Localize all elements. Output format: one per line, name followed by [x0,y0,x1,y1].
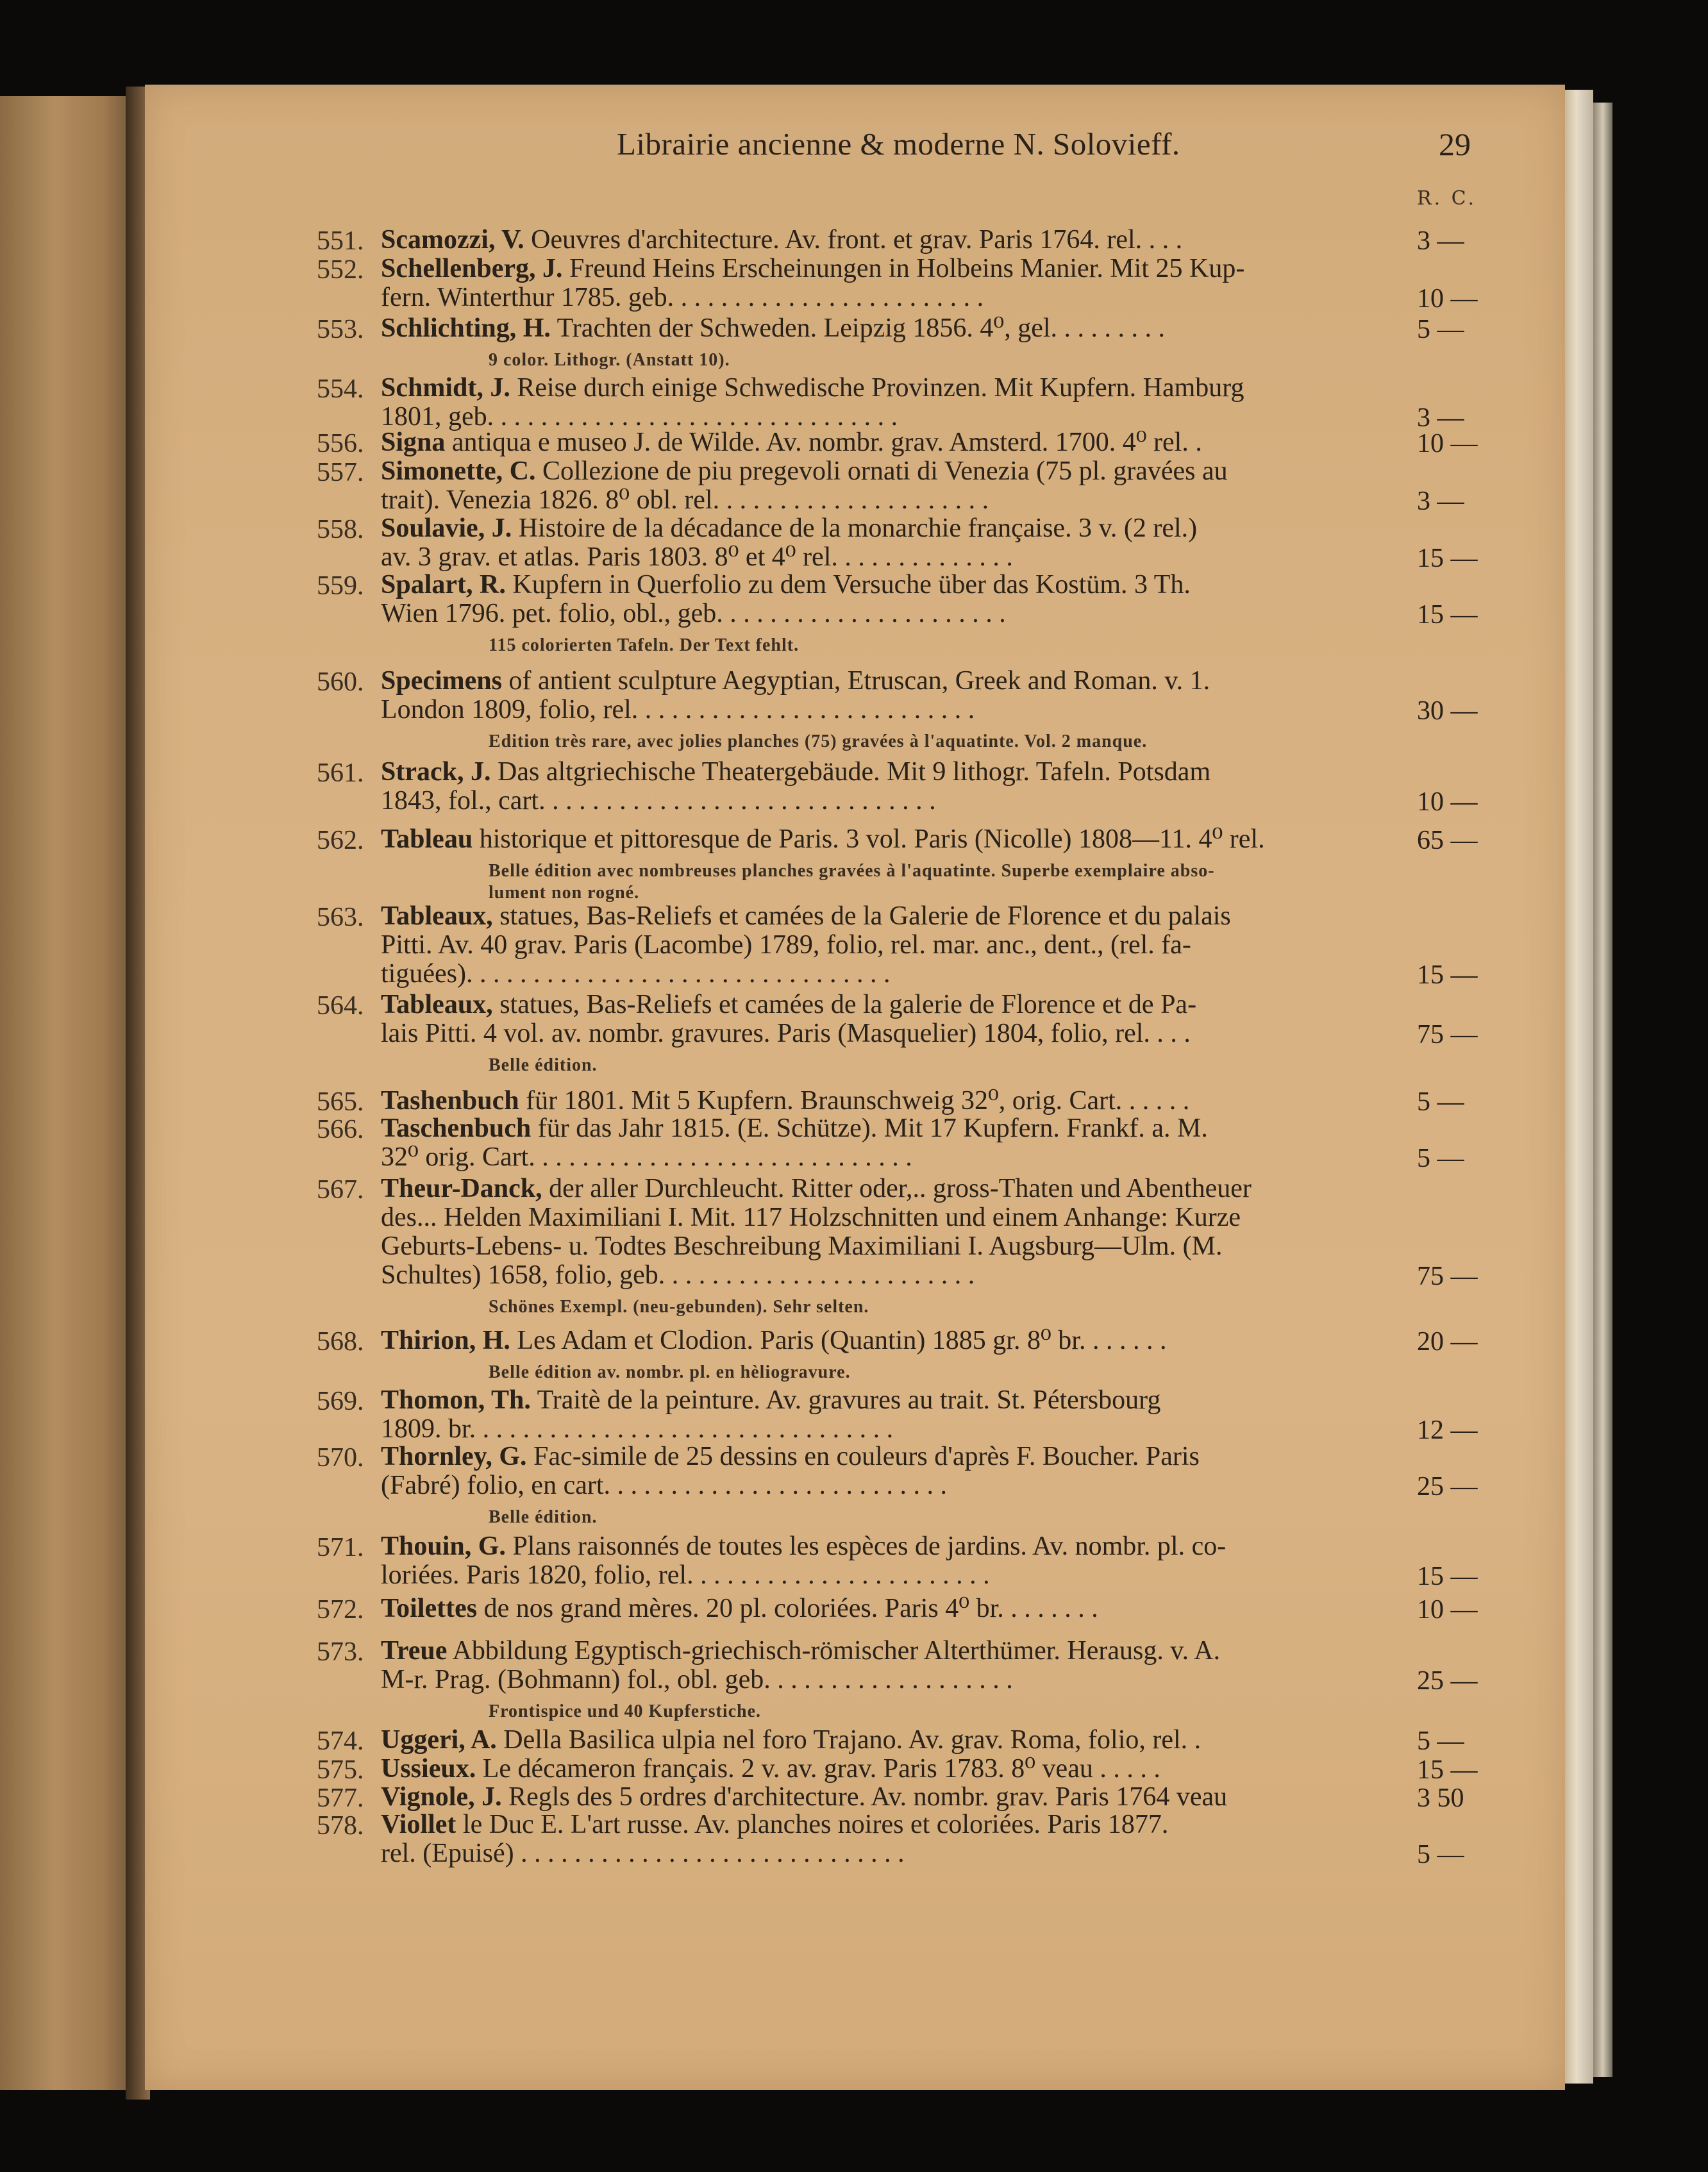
entry-number: 578. [317,1811,364,1841]
entry-number: 560. [317,667,364,697]
entry-note: Frontispice und 40 Kupferstiche. [489,1701,762,1721]
entry-text-line [381,667,1398,696]
entry-price: 20 — [1417,1327,1478,1357]
entry-number: 568. [317,1327,364,1357]
entry-author: Theur-Danck, [381,1174,542,1203]
entry-description: M-r. Prag. (Bohmann) fol., obl. geb. . . . . . . . . . . . . . . . . . . [381,1666,1013,1694]
entry-text-line [381,374,1398,403]
entry-description: Oeuvres d'architecture. Av. front. et grav. Paris 1764. rel. . . . [524,226,1183,255]
entry-number: 554. [317,374,364,404]
entry-price: 5 — [1417,1726,1464,1756]
entry-price: 3 — [1417,226,1464,256]
entry-text-line [381,1471,1398,1500]
entry-description: Trachten der Schweden. Leipzig 1856. 4⁰, gel. . . . . . . . . [550,314,1166,343]
entry-text-line [381,960,1398,989]
entry-description: 32⁰ orig. Cart. . . . . . . . . . . . . . . . . . . . . . . . . . . . . [381,1143,912,1172]
entry-author: Signa [381,428,446,457]
entry-number: 559. [317,571,364,601]
entry-text-line [381,787,1398,815]
entry-text-line [381,990,1398,1019]
entry-number: 564. [317,991,364,1021]
entry-author: Soulavie, J. [381,514,512,543]
entry-price: 3 — [1417,487,1464,516]
entry-description: statues, Bas-Reliefs et camées de la Galerie de Florence et du palais [492,902,1231,931]
entry-author: Thouin, G. [381,1532,506,1561]
entry-text-line [381,1637,1398,1666]
entry-number: 567. [317,1175,364,1205]
entry-price: 15 — [1417,1755,1478,1785]
entry-note: 9 color. Lithogr. (Anstatt 10). [489,350,730,370]
entry-number: 570. [317,1443,364,1473]
entry-author: Toilettes [381,1594,478,1623]
page-number: 29 [1439,126,1471,162]
entry-author: Thirion, H. [381,1326,510,1355]
entry-description: Reise durch einige Schwedische Provinzen. Mit Kupfern. Hamburg [510,374,1244,403]
entry-text-line [381,543,1398,572]
entry-description: Abbildung Egyptisch-griechisch-römischer Alterthümer. Herausg. v. A. [447,1637,1221,1666]
entry-author: Strack, J. [381,758,491,787]
entry-number: 569. [317,1387,364,1416]
entry-text-line [381,1087,1398,1115]
entry-description: statues, Bas-Reliefs et camées de la galerie de Florence et de Pa- [492,990,1197,1019]
entry-text-line [381,571,1398,599]
entry-description: of antient sculpture Aegyptian, Etruscan, Greek and Roman. v. 1. [502,667,1210,696]
entry-description: rel. (Epuisé) . . . . . . . . . . . . . . . . . . . . . . . . . . . . . [381,1839,905,1868]
entry-description: Wien 1796. pet. folio, obl., geb. . . . . . . . . . . . . . . . . . . . . . [381,599,1006,628]
entry-text-line [381,255,1398,283]
entry-author: Simonette, C. [381,457,536,486]
entry-author: Specimens [381,667,502,696]
entry-description: antiqua e museo J. de Wilde. Av. nombr. grav. Amsterd. 1700. 4⁰ rel. . [445,428,1202,457]
entry-note: Edition très rare, avec jolies planches (75) gravées à l'aquatinte. Vol. 2 manque. [489,731,1148,751]
entry-text-line [381,486,1398,515]
entry-author: Spalart, R. [381,571,506,599]
entry-author: Vignole, J. [381,1783,502,1812]
entry-note: Belle édition. [489,1507,598,1527]
entry-number: 565. [317,1087,364,1117]
entry-description: le Duc E. L'art russe. Av. planches noires et coloriées. Paris 1877. [456,1810,1169,1839]
entry-number: 577. [317,1784,364,1813]
entry-text-line [381,1326,1398,1355]
entry-description: Della Basilica ulpia nel foro Trajano. Av. grav. Roma, folio, rel. . [496,1726,1201,1755]
entry-description: lais Pitti. 4 vol. av. nombr. gravures. Paris (Masquelier) 1804, folio, rel. . . . [381,1019,1191,1048]
entry-description: historique et pittoresque de Paris. 3 vol. Paris (Nicolle) 1808—11. 4⁰ rel. [473,825,1265,854]
entry-text-line [381,1783,1398,1812]
entry-number: 558. [317,515,364,544]
entry-text-line [381,314,1398,343]
entry-text-line [381,696,1398,724]
entry-price: 15 — [1417,1562,1478,1591]
entry-description: Fac-simile de 25 dessins en couleurs d'après F. Boucher. Paris [526,1442,1200,1471]
running-title: Librairie ancienne & moderne N. Solovieff. [617,126,1180,162]
entry-author: Scamozzi, V. [381,226,524,255]
entry-text-line [381,514,1398,543]
entry-note: Belle édition. [489,1055,598,1075]
entry-number: 556. [317,429,364,458]
entry-text-line [381,1442,1398,1471]
entry-description: trait). Venezia 1826. 8⁰ obl. rel. . . . . . . . . . . . . . . . . . . . . [381,486,989,515]
entry-number: 563. [317,903,364,932]
entry-number: 551. [317,226,364,256]
entry-text-line [381,1261,1398,1290]
entry-text-line [381,1019,1398,1048]
entry-price: 10 — [1417,284,1478,313]
entry-number: 562. [317,826,364,855]
entry-text-line [381,457,1398,486]
entry-text-line [381,902,1398,931]
entry-description: Le décameron français. 2 v. av. grav. Paris 1783. 8⁰ veau . . . . . [476,1755,1160,1784]
entry-text-line [381,1755,1398,1784]
entry-text-line [381,1810,1398,1839]
entry-price: 75 — [1417,1262,1478,1291]
entry-number: 573. [317,1637,364,1667]
entry-number: 552. [317,255,364,285]
entry-text-line [381,1386,1398,1415]
entry-note: Belle édition av. nombr. pl. en hèliogravure. [489,1362,851,1382]
entry-description: Schultes) 1658, folio, geb. . . . . . . . . . . . . . . . . . . . . . . . [381,1261,975,1290]
entry-description: Les Adam et Clodion. Paris (Quantin) 1885 gr. 8⁰ br. . . . . . . [510,1326,1167,1355]
entry-description: für 1801. Mit 5 Kupfern. Braunschweig 32⁰, orig. Cart. . . . . . [519,1087,1190,1115]
entry-number: 561. [317,758,364,788]
entry-description: Histoire de la décadance de la monarchie française. 3 v. (2 rel.) [512,514,1198,543]
entry-price: 3 — [1417,403,1464,433]
price-column-heading: R. C. [1417,187,1477,210]
entry-description: 1809. br. . . . . . . . . . . . . . . . . . . . . . . . . . . . . . . . [381,1415,894,1444]
entry-price: 10 — [1417,787,1478,817]
entry-text-line [381,1203,1398,1232]
entry-price: 15 — [1417,960,1478,990]
entry-author: Tableaux, [381,990,493,1019]
entry-description: Regls des 5 ordres d'architecture. Av. nombr. grav. Paris 1764 veau [501,1783,1228,1812]
entry-note: Schönes Exempl. (neu-gebunden). Sehr selten. [489,1297,869,1317]
entry-text-line [381,1232,1398,1261]
entry-author: Schlichting, H. [381,314,551,343]
entry-author: Taschenbuch [381,1114,532,1143]
entry-text-line [381,428,1398,457]
entry-text-line [381,1726,1398,1755]
entry-description: av. 3 grav. et atlas. Paris 1803. 8⁰ et 4⁰ rel. . . . . . . . . . . . . . [381,543,1013,572]
entry-price: 5 — [1417,1840,1464,1869]
entry-note: 115 colorierten Tafeln. Der Text fehlt. [489,635,800,655]
entry-text-line [381,1143,1398,1172]
entry-number: 575. [317,1755,364,1785]
entry-description: Geburts-Lebens- u. Todtes Beschreibung Maximiliani I. Augsburg—Ulm. (M. [381,1232,1223,1261]
entry-author: Uggeri, A. [381,1726,497,1755]
entry-price: 75 — [1417,1020,1478,1049]
entry-description: des... Helden Maximiliani I. Mit. 117 Holzschnitten und einem Anhange: Kurze [381,1203,1241,1232]
left-page-edge [0,96,138,2090]
entry-author: Schellenberg, J. [381,255,563,283]
entry-price: 15 — [1417,600,1478,630]
entry-text-line [381,1666,1398,1694]
entry-price: 5 — [1417,1144,1464,1173]
entry-author: Viollet [381,1810,456,1839]
entry-text-line [381,1174,1398,1203]
entry-text-line [381,1114,1398,1143]
entry-number: 553. [317,315,364,344]
entry-price: 12 — [1417,1416,1478,1445]
entry-description: fern. Winterthur 1785. geb. . . . . . . . . . . . . . . . . . . . . . . . [381,283,984,312]
entry-price: 5 — [1417,1087,1464,1117]
entry-price: 15 — [1417,544,1478,573]
page-stack-edge-outer [1593,103,1612,2077]
entry-author: Tashenbuch [381,1087,519,1115]
entry-description: de nos grand mères. 20 pl. coloriées. Paris 4⁰ br. . . . . . . . [477,1594,1098,1623]
entry-text-line [381,931,1398,960]
entry-description: Plans raisonnés de toutes les espèces de jardins. Av. nombr. pl. co- [505,1532,1227,1561]
entry-text-line [381,1594,1398,1623]
entry-price: 3 50 [1417,1784,1464,1813]
entry-number: 571. [317,1533,364,1562]
entry-author: Tableaux, [381,902,493,931]
entry-price: 10 — [1417,1595,1478,1625]
entry-price: 25 — [1417,1666,1478,1696]
entry-description: loriées. Paris 1820, folio, rel. . . . . . . . . . . . . . . . . . . . . . . [381,1561,990,1590]
entry-author: Treue [381,1637,448,1666]
entry-text-line [381,226,1398,255]
entry-author: Thornley, G. [381,1442,527,1471]
entry-description: (Fabré) folio, en cart. . . . . . . . . . . . . . . . . . . . . . . . . . [381,1471,948,1500]
entry-price: 5 — [1417,315,1464,344]
entry-number: 557. [317,458,364,487]
entry-description: Freund Heins Erscheinungen in Holbeins Manier. Mit 25 Kup- [562,255,1245,283]
entry-description: tiguées). . . . . . . . . . . . . . . . . . . . . . . . . . . . . . . . [381,960,891,989]
entry-text-line [381,283,1398,312]
entry-author: Schmidt, J. [381,374,510,403]
entry-text-line [381,825,1398,854]
entry-text-line [381,599,1398,628]
entry-description: der aller Durchleucht. Ritter oder,.. gross-Thaten und Abentheuer [542,1174,1252,1203]
entry-description: 1843, fol., cart. . . . . . . . . . . . . . . . . . . . . . . . . . . . . . [381,787,936,815]
entry-text-line [381,1839,1398,1868]
entry-author: Tableau [381,825,473,854]
entry-note: Belle édition avec nombreuses planches gravées à l'aquatinte. Superbe exemplaire abso- [489,861,1215,881]
entry-number: 572. [317,1595,364,1625]
page-header [0,126,1708,171]
entry-text-line [381,1532,1398,1561]
page-stack-edge [1565,90,1593,2084]
entry-description: für das Jahr 1815. (E. Schütze). Mit 17 Kupfern. Frankf. a. M. [531,1114,1208,1143]
entry-author: Thomon, Th. [381,1386,531,1415]
entry-text-line [381,758,1398,787]
entry-text-line [381,1415,1398,1444]
entry-description: London 1809, folio, rel. . . . . . . . . . . . . . . . . . . . . . . . . . [381,696,975,724]
entry-number: 574. [317,1726,364,1756]
entry-price: 25 — [1417,1472,1478,1501]
entry-author: Ussieux. [381,1755,476,1784]
entry-price: 10 — [1417,429,1478,458]
entry-note: lument non rogné. [489,883,640,903]
entry-text-line [381,1561,1398,1590]
entry-text-line [381,403,1398,431]
entry-price: 30 — [1417,696,1478,726]
entry-description: Pitti. Av. 40 grav. Paris (Lacombe) 1789, folio, rel. mar. anc., dent., (rel. fa- [381,931,1191,960]
entry-description: Collezione de piu pregevoli ornati di Venezia (75 pl. gravées au [535,457,1228,486]
entry-description: Das altgriechische Theatergebäude. Mit 9 lithogr. Tafeln. Potsdam [490,758,1211,787]
entry-description: 1801, geb. . . . . . . . . . . . . . . . . . . . . . . . . . . . . . . [381,403,898,431]
entry-number: 566. [317,1115,364,1144]
entry-price: 65 — [1417,826,1478,855]
entry-description: Traitè de la peinture. Av. gravures au trait. St. Pétersbourg [530,1386,1161,1415]
entry-description: Kupfern in Querfolio zu dem Versuche über das Kostüm. 3 Th. [505,571,1191,599]
